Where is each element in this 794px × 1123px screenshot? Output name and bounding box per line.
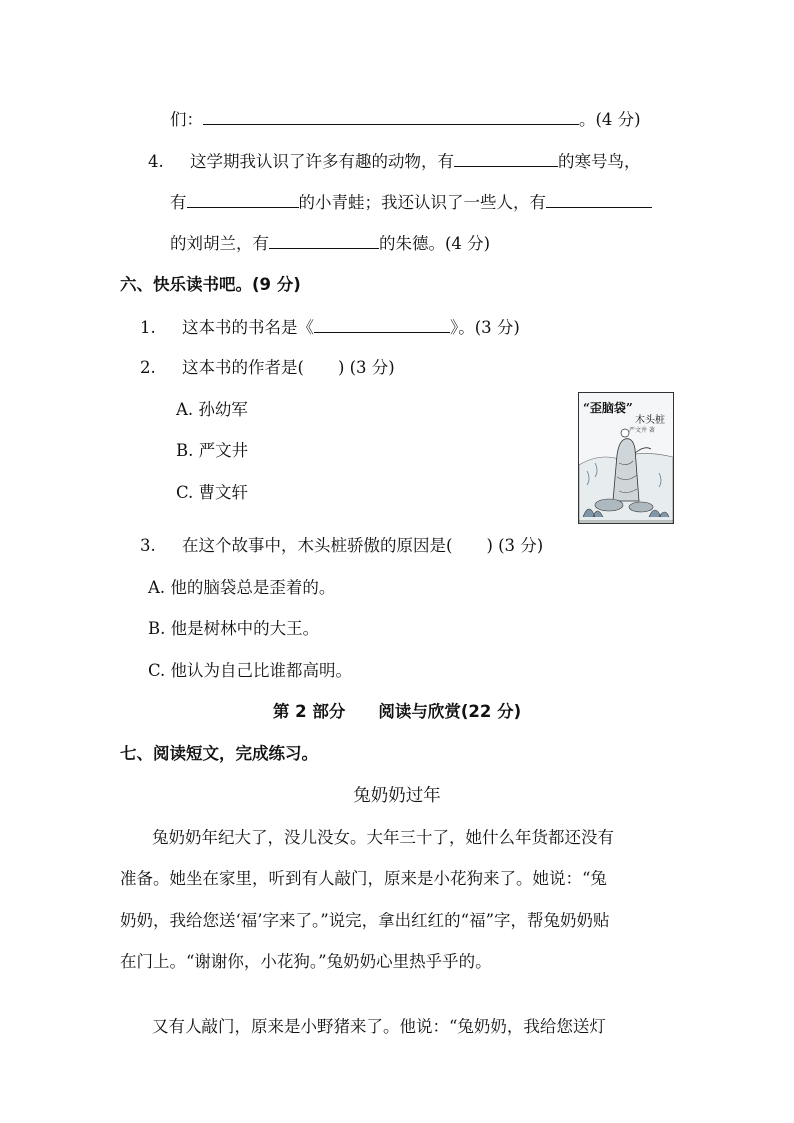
book-title-blank[interactable]: [314, 316, 450, 333]
s6-q3-option-b[interactable]: B. 他是树林中的大王。: [148, 619, 320, 638]
s6-q2-option-b[interactable]: B. 严文井: [176, 441, 249, 460]
s6-q2: [140, 357, 395, 379]
question-text: 的刘胡兰，有: [170, 234, 269, 253]
question-text: 的朱德。(4 分): [379, 234, 491, 253]
answer-blank[interactable]: [269, 232, 379, 249]
question-text: 有: [170, 193, 187, 212]
answer-blank[interactable]: [187, 191, 299, 208]
q5-item-4-line-1: [148, 150, 641, 173]
question-number: 2.: [140, 358, 156, 377]
s6-q3: [140, 535, 543, 557]
story-line: 在门上。“谢谢你，小花狗。”兔奶奶心里热乎乎的。: [120, 952, 492, 971]
section-7-heading: 七、阅读短文，完成练习。: [120, 744, 318, 763]
answer-blank[interactable]: [454, 150, 558, 167]
s6-q2-option-a[interactable]: A. 孙幼军: [176, 400, 248, 419]
question-number: 1.: [140, 318, 156, 337]
question-text: 这本书的书名是《: [182, 318, 314, 337]
question-text: 的寒号鸟，: [558, 152, 641, 171]
story-line: 兔奶奶年纪大了，没儿没女。大年三十了，她什么年货都还没有: [152, 828, 614, 847]
cover-title: “歪脑袋”: [583, 401, 633, 415]
answer-blank[interactable]: [203, 108, 579, 125]
s6-q3-option-c[interactable]: C. 他认为自己比谁都高明。: [148, 661, 353, 680]
q5-item-4-line-3: [170, 232, 490, 255]
q5-line1-suffix: 。(4 分): [579, 110, 641, 129]
q5-line1-prefix: 们：: [170, 110, 203, 129]
part-2-title: 第 2 部分 阅读与欣赏(22 分): [272, 702, 522, 721]
question-number: 3.: [140, 536, 156, 555]
cover-subtitle: 木头桩: [635, 415, 665, 426]
story-line: 又有人敲门，原来是小野猪来了。他说：“兔奶奶，我给您送灯: [152, 1017, 606, 1036]
cover-author: 严文井 著: [629, 427, 655, 434]
question-text: 这本书的作者是(: [182, 358, 304, 377]
question-text: ) (3 分): [337, 358, 395, 377]
q5-line-1: [170, 108, 641, 131]
q5-item-4-line-2: [170, 191, 652, 214]
story-line: 准备。她坐在家里，听到有人敲门，原来是小花狗来了。她说：“兔: [120, 869, 607, 888]
book-cover-image: [578, 392, 674, 524]
question-text: ) (3 分): [486, 536, 544, 555]
s6-q1: [140, 316, 520, 339]
question-text: 》。(3 分): [450, 318, 520, 337]
story-title: 兔奶奶过年: [353, 786, 441, 806]
question-text: 这学期我认识了许多有趣的动物，有: [190, 152, 454, 171]
s6-q3-option-a[interactable]: A. 他的脑袋总是歪着的。: [148, 578, 336, 597]
section-6-heading: 六、快乐读书吧。(9 分): [120, 275, 301, 294]
question-text: 的小青蛙；我还认识了一些人，有: [298, 193, 546, 212]
answer-blank[interactable]: [546, 191, 652, 208]
question-text: 在这个故事中，木头桩骄傲的原因是(: [182, 536, 453, 555]
story-line: 奶奶，我给您送‘福’字来了。”说完，拿出红红的“福”字，帮兔奶奶贴: [120, 911, 610, 930]
s6-q2-option-c[interactable]: C. 曹文轩: [176, 483, 249, 502]
question-number: 4.: [148, 152, 164, 171]
